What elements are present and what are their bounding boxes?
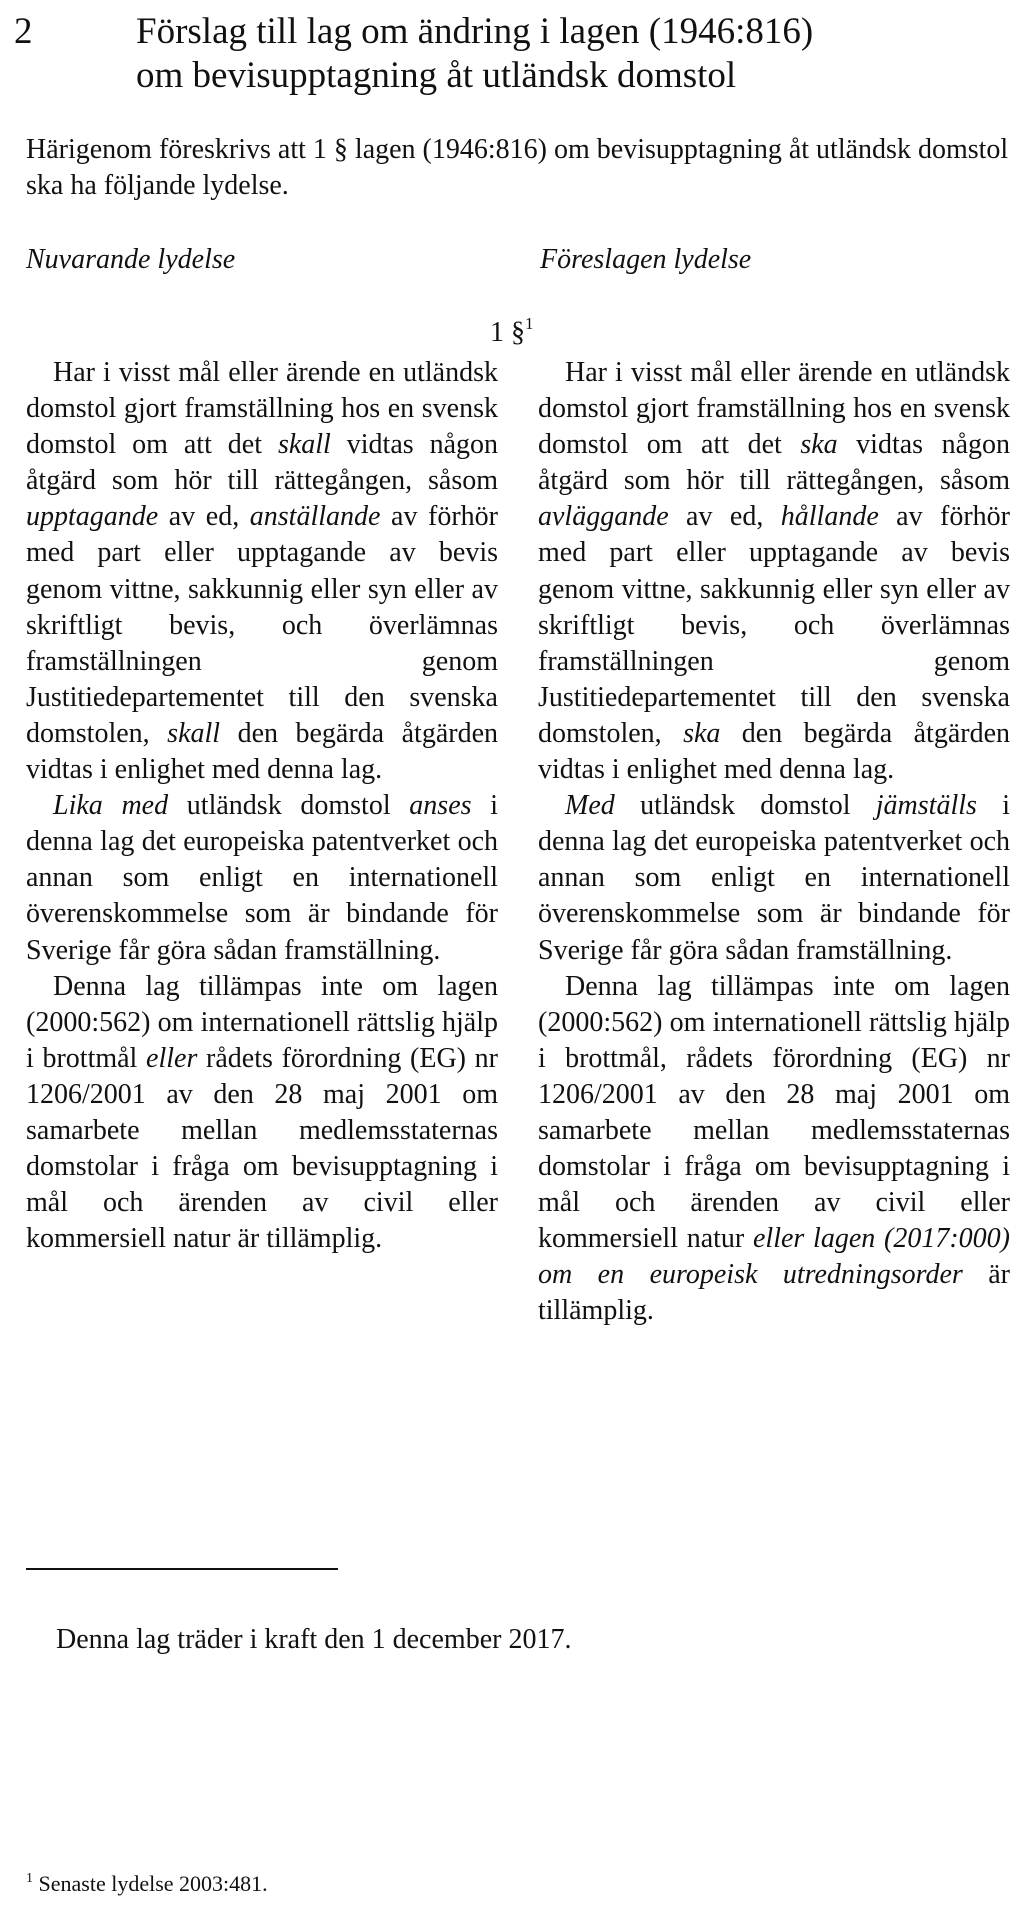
text-run: Har i visst mål eller ärende en utländsk domstol gjort framställning hos en svensk domstol om att det — [26, 357, 498, 461]
title-line-2: om bevisupptagning åt utländsk domstol — [136, 55, 737, 96]
section-number: 2 — [14, 11, 33, 52]
text-run: av förhör med part eller upptagande av bevis genom vittne, sakkunnig eller syn eller av skriftligt bevis, och överlämnas framställningen genom Justitiedepartementet till den svenska domstolen, — [26, 501, 498, 749]
italic-text-run: Med — [565, 790, 615, 822]
italic-text-run: anställande — [249, 501, 381, 533]
text-run: rådets förordning (EG) nr 1206/2001 av den 28 maj 2001 om samarbete mellan medlemsstaternas domstolar i fråga om bevisupptagning i mål och ärenden av civil eller kommersiell natur är tillämplig. — [26, 1042, 498, 1255]
entry-into-force-text: Denna lag träder i kraft den 1 december 2017. — [56, 1624, 572, 1655]
proposed-paragraph-2 — [538, 788, 1010, 968]
italic-text-run: skall — [167, 717, 221, 749]
footnote-reference: 1 — [525, 314, 534, 333]
proposed-wording-column — [538, 355, 1010, 1330]
text-run: av ed, — [668, 501, 781, 533]
current-wording-heading: Nuvarande lydelse — [26, 244, 236, 275]
italic-text-run: Lika med — [53, 790, 169, 822]
italic-text-run: skall — [277, 429, 331, 461]
text-run: Har i visst mål eller ärende en utländsk domstol gjort framställning hos en svensk domstol om att det — [538, 357, 1010, 461]
text-run: i denna lag det europeiska patentverket och annan som enligt en internationell överenskommelse som är bindande för Sverige får göra sådan framställning. — [538, 790, 1010, 966]
text-run: utländsk domstol — [614, 790, 876, 822]
text-run: Denna lag tillämpas inte om lagen (2000:562) om internationell rättslig hjälp i brottmål, rådets förordning (EG) nr 1206/2001 av den 28 maj 2001 om samarbete mellan medlemsstaternas domstolar i fråga om bevisupptagning i mål och ärenden av civil eller kommersiell natur — [538, 970, 1010, 1255]
text-run: Denna lag tillämpas inte om lagen (2000:562) om internationell rättslig hjälp i brottmål — [26, 970, 498, 1074]
italic-text-run: jämställs — [875, 790, 977, 822]
current-paragraph-1 — [26, 355, 498, 788]
footnote-text: Senaste lydelse 2003:481. — [38, 1871, 268, 1896]
italic-text-run: ska — [683, 717, 721, 749]
text-run: den begärda åtgärden vidtas i enlighet med denna lag. — [26, 717, 498, 786]
proposed-paragraph-1 — [538, 355, 1010, 788]
italic-text-run: eller — [146, 1042, 198, 1074]
italic-text-run: hållande — [780, 501, 879, 533]
text-run: vidtas någon åtgärd som hör till rättegången, såsom — [26, 429, 498, 497]
text-run: av förhör med part eller upptagande av bevis genom vittne, sakkunnig eller syn eller av skriftligt bevis, och överlämnas framställningen genom Justitiedepartementet till den svenska domstolen, — [538, 501, 1011, 749]
footnote — [26, 1870, 268, 1902]
text-run: är tillämplig. — [538, 1259, 1010, 1327]
text-run: vidtas någon åtgärd som hör till rättegången, såsom — [538, 429, 1010, 497]
current-paragraph-3 — [26, 969, 498, 1258]
italic-text-run: avläggande — [538, 501, 669, 533]
italic-text-run: anses — [409, 790, 472, 822]
text-run: i denna lag det europeiska patentverket och annan som enligt en internationell överenskommelse som är bindande för Sverige får göra sådan framställning. — [26, 790, 498, 966]
text-run: den begärda åtgärden vidtas i enlighet med denna lag. — [538, 717, 1010, 786]
current-wording-column — [26, 355, 498, 1257]
italic-text-run: eller lagen (2017:000) om en europeisk utredningsorder — [538, 1223, 1010, 1291]
paragraph-heading — [490, 315, 534, 354]
text-run: av ed, — [158, 501, 250, 533]
paragraph-label: 1 § — [490, 317, 525, 348]
italic-text-run: upptagande — [26, 501, 159, 533]
current-paragraph-2 — [26, 788, 498, 968]
proposed-paragraph-3 — [538, 969, 1010, 1330]
document-title — [136, 10, 1016, 98]
title-line-1: Förslag till lag om ändring i lagen (1946:816) — [136, 11, 814, 52]
footnote-divider — [26, 1568, 338, 1570]
proposed-wording-heading: Föreslagen lydelse — [540, 244, 752, 275]
intro-text: Härigenom föreskrivs att 1 § lagen (1946:816) om bevisupptagning åt utländsk domstol ska ha följande lydelse. — [26, 134, 1009, 201]
text-run: utländsk domstol — [168, 790, 410, 822]
footnote-number: 1 — [26, 1871, 33, 1886]
italic-text-run: ska — [800, 429, 838, 461]
